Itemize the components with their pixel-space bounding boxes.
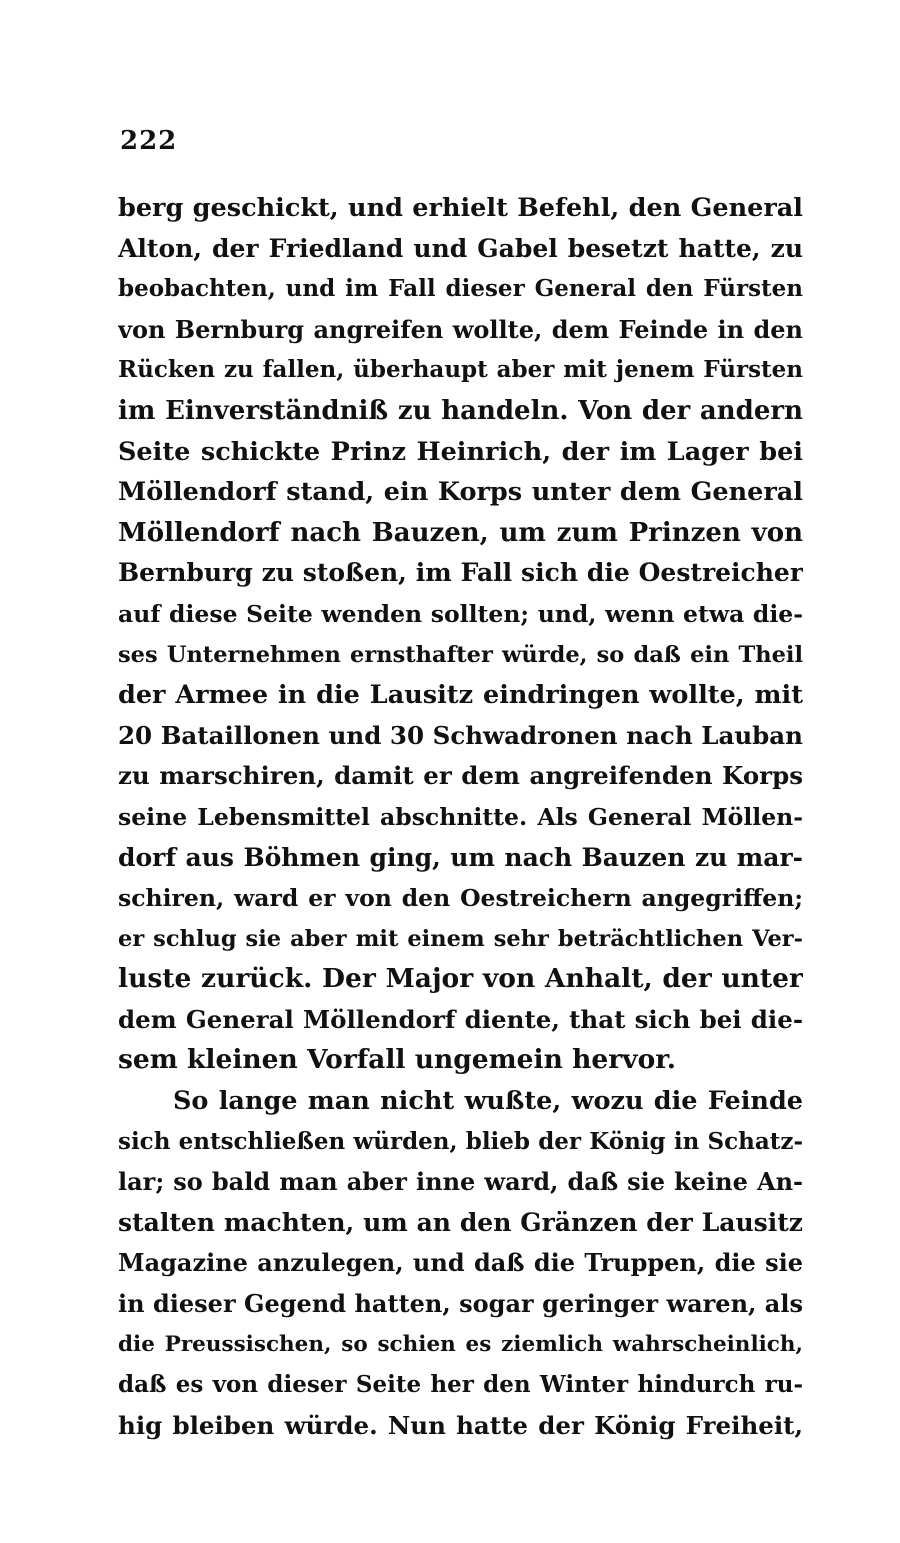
text-line: berg geschickt, und erhielt Befehl, den General (118, 193, 803, 223)
text-line: seine Lebensmittel abschnitte. Als General Möllen- (118, 802, 803, 831)
text-line: ses Unternehmen ernsthafter würde, so daß ein Theil (118, 641, 803, 668)
text-line: auf diese Seite wenden sollten; und, wenn etwa die- (118, 599, 803, 628)
text-line: in dieser Gegend hatten, sogar geringer waren, als (118, 1289, 803, 1319)
text-line: daß es von dieser Seite her den Winter hindurch ru- (118, 1371, 803, 1399)
text-line: stalten machten, um an den Gränzen der Lausitz (118, 1207, 803, 1237)
text-line: Alton, der Friedland und Gabel besetzt hatte, zu (118, 233, 803, 263)
text-line: Rücken zu fallen, überhaupt aber mit jenem Fürsten (118, 356, 803, 384)
text-line: von Bernburg angreifen wollte, dem Feinde in den (118, 314, 803, 344)
text-line: sem kleinen Vorfall ungemein hervor. (118, 1044, 677, 1076)
page-number: 222 (120, 126, 178, 156)
text-line: hig bleiben würde. Nun hatte der König Freiheit, (118, 1410, 803, 1440)
text-line: So lange man nicht wußte, wozu die Feinde (173, 1086, 803, 1117)
paragraph-2 (118, 1081, 803, 1446)
text-line: luste zurück. Der Major von Anhalt, der unter (118, 963, 803, 995)
text-line: die Preussischen, so schien es ziemlich wahrscheinlich, (118, 1331, 803, 1357)
paragraph-1 (118, 188, 803, 1081)
text-line: Magazine anzulegen, und daß die Truppen, die sie (118, 1248, 803, 1278)
text-line: Seite schickte Prinz Heinrich, der im Lager bei (118, 436, 803, 467)
text-line: Möllendorf nach Bauzen, um zum Prinzen von (118, 517, 803, 548)
text-line: dorf aus Böhmen ging, um nach Bauzen zu mar- (118, 842, 803, 872)
text-line: der Armee in die Lausitz eindringen wollte, mit (118, 680, 803, 711)
text-line: im Einverständniß zu handeln. Von der andern (118, 395, 803, 426)
text-line: er schlug sie aber mit einem sehr beträchtlichen Ver- (118, 925, 803, 952)
text-line: dem General Möllendorf diente, that sich bei die- (118, 1004, 803, 1034)
text-line: 20 Bataillonen und 30 Schwadronen nach Lauban (118, 720, 803, 750)
text-line: Möllendorf stand, ein Korps unter dem General (118, 477, 803, 508)
text-line: Bernburg zu stoßen, im Fall sich die Oestreicher (118, 558, 803, 588)
text-line: zu marschiren, damit er dem angreifenden Korps (118, 761, 803, 791)
text-line: lar; so bald man aber inne ward, daß sie keine An- (118, 1167, 803, 1197)
text-line: schiren, ward er von den Oestreichern angegriffen; (118, 884, 803, 913)
text-line: beobachten, und im Fall dieser General den Fürsten (118, 275, 803, 303)
text-line: sich entschließen würden, blieb der König in Schatz- (118, 1127, 803, 1155)
body-text (118, 188, 803, 1446)
